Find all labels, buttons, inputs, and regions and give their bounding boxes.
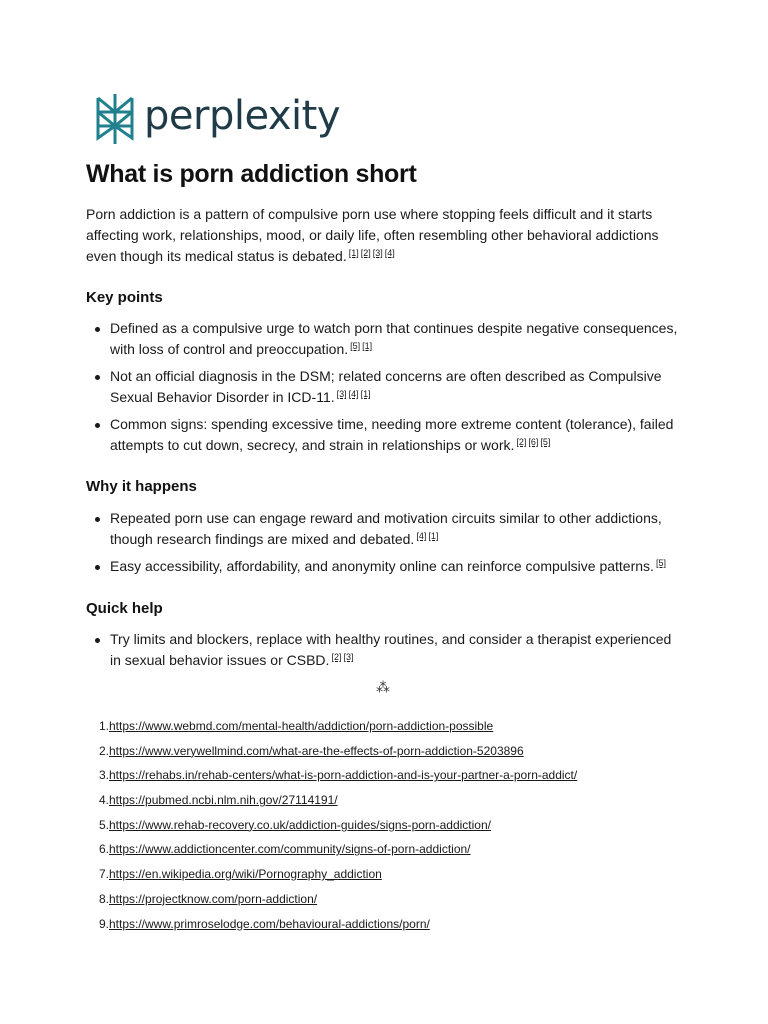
reference-item xyxy=(86,767,686,792)
reference-link[interactable]: https://www.rehab-recovery.co.uk/addiction-guides/signs-porn-addiction/ xyxy=(109,817,491,832)
section-heading-key-points: Key points xyxy=(86,289,163,306)
reference-link[interactable]: https://www.addictioncenter.com/community/signs-of-porn-addiction/ xyxy=(109,842,471,857)
list-item-text: Defined as a compulsive urge to watch porn that continues despite negative consequences, with loss of control and preoccupation. xyxy=(110,320,678,357)
reference-item xyxy=(86,866,686,891)
citation-link[interactable]: [3] xyxy=(343,652,354,662)
reference-number: 7. xyxy=(98,867,109,882)
list-item xyxy=(86,366,686,408)
citation-link[interactable]: [2] xyxy=(516,437,527,447)
reference-link[interactable]: https://pubmed.ncbi.nlm.nih.gov/27114191/ xyxy=(109,793,338,808)
citation-link[interactable]: [1] xyxy=(348,248,359,258)
citation-link[interactable]: [2] xyxy=(331,652,342,662)
reference-link[interactable]: https://www.verywellmind.com/what-are-the-effects-of-porn-addiction-5203896 xyxy=(109,743,524,758)
list-item xyxy=(86,556,686,577)
page-title: What is porn addiction short xyxy=(86,160,417,188)
citation-link[interactable]: [5] xyxy=(540,437,551,447)
citation-link[interactable]: [4] xyxy=(348,389,359,399)
list-item xyxy=(86,318,686,360)
citation-link[interactable]: [1] xyxy=(362,341,373,351)
reference-number: 3. xyxy=(98,768,109,783)
citation-link[interactable]: [2] xyxy=(360,248,371,258)
citation-link[interactable]: [6] xyxy=(528,437,539,447)
list-item-text: Repeated porn use can engage reward and motivation circuits similar to other addictions, though research findings are mixed and debated. xyxy=(110,510,662,547)
quick-help-list xyxy=(86,629,686,677)
reference-number: 5. xyxy=(98,817,109,832)
list-item xyxy=(86,414,686,456)
citation-link[interactable]: [3] xyxy=(336,389,347,399)
citation-link[interactable]: [3] xyxy=(372,248,383,258)
reference-link[interactable]: https://rehabs.in/rehab-centers/what-is-porn-addiction-and-is-your-partner-a-porn-addict/ xyxy=(109,768,578,783)
reference-item xyxy=(86,916,686,941)
reference-number: 6. xyxy=(98,842,109,857)
why-it-happens-list xyxy=(86,508,686,583)
citation-link[interactable]: [1] xyxy=(360,389,371,399)
intro-text: Porn addiction is a pattern of compulsive porn use where stopping feels difficult and it starts affecting work, relationships, mood, or daily life, often resembling other behavioral addictions even though its medical status is debated. xyxy=(86,206,659,264)
brand-name: perplexity xyxy=(144,93,340,139)
reference-number: 2. xyxy=(98,743,109,758)
reference-link[interactable]: https://www.webmd.com/mental-health/addiction/porn-addiction-possible xyxy=(109,719,494,733)
list-item-text: Easy accessibility, affordability, and anonymity online can reinforce compulsive patterns. xyxy=(110,558,654,574)
reference-number: 1. xyxy=(98,719,109,733)
list-item-text: Not an official diagnosis in the DSM; related concerns are often described as Compulsive Sexual Behavior Disorder in ICD-11. xyxy=(110,368,662,405)
reference-link[interactable]: https://www.primroselodge.com/behavioural-addictions/porn/ xyxy=(109,916,430,931)
list-item-text: Common signs: spending excessive time, needing more extreme content (tolerance), failed attempts to cut down, secrecy, and strain in relationships or work. xyxy=(110,416,674,453)
section-divider: ⁂ xyxy=(376,680,390,696)
perplexity-logo-icon xyxy=(94,92,136,146)
key-points-list xyxy=(86,318,686,462)
reference-item xyxy=(86,718,686,743)
reference-link[interactable]: https://en.wikipedia.org/wiki/Pornography_addiction xyxy=(109,867,382,882)
reference-link[interactable]: https://projectknow.com/porn-addiction/ xyxy=(109,891,318,906)
list-item xyxy=(86,508,686,550)
section-heading-why-it-happens: Why it happens xyxy=(86,478,197,495)
reference-item xyxy=(86,817,686,842)
reference-number: 4. xyxy=(98,793,109,808)
citation-link[interactable]: [5] xyxy=(655,558,666,568)
brand-logo xyxy=(94,92,340,146)
intro-paragraph xyxy=(86,204,676,267)
citation-link[interactable]: [5] xyxy=(350,341,361,351)
citation-link[interactable]: [4] xyxy=(384,248,395,258)
reference-item xyxy=(86,891,686,916)
references-list xyxy=(86,718,686,940)
reference-item xyxy=(86,743,686,768)
reference-number: 9. xyxy=(98,916,109,931)
reference-item xyxy=(86,792,686,817)
reference-number: 8. xyxy=(98,891,109,906)
citation-link[interactable]: [4] xyxy=(416,531,427,541)
list-item-text: Try limits and blockers, replace with healthy routines, and consider a therapist experienced in sexual behavior issues or CSBD. xyxy=(110,631,672,668)
reference-item xyxy=(86,841,686,866)
list-item xyxy=(86,629,686,671)
section-heading-quick-help: Quick help xyxy=(86,600,163,617)
citation-link[interactable]: [1] xyxy=(428,531,439,541)
